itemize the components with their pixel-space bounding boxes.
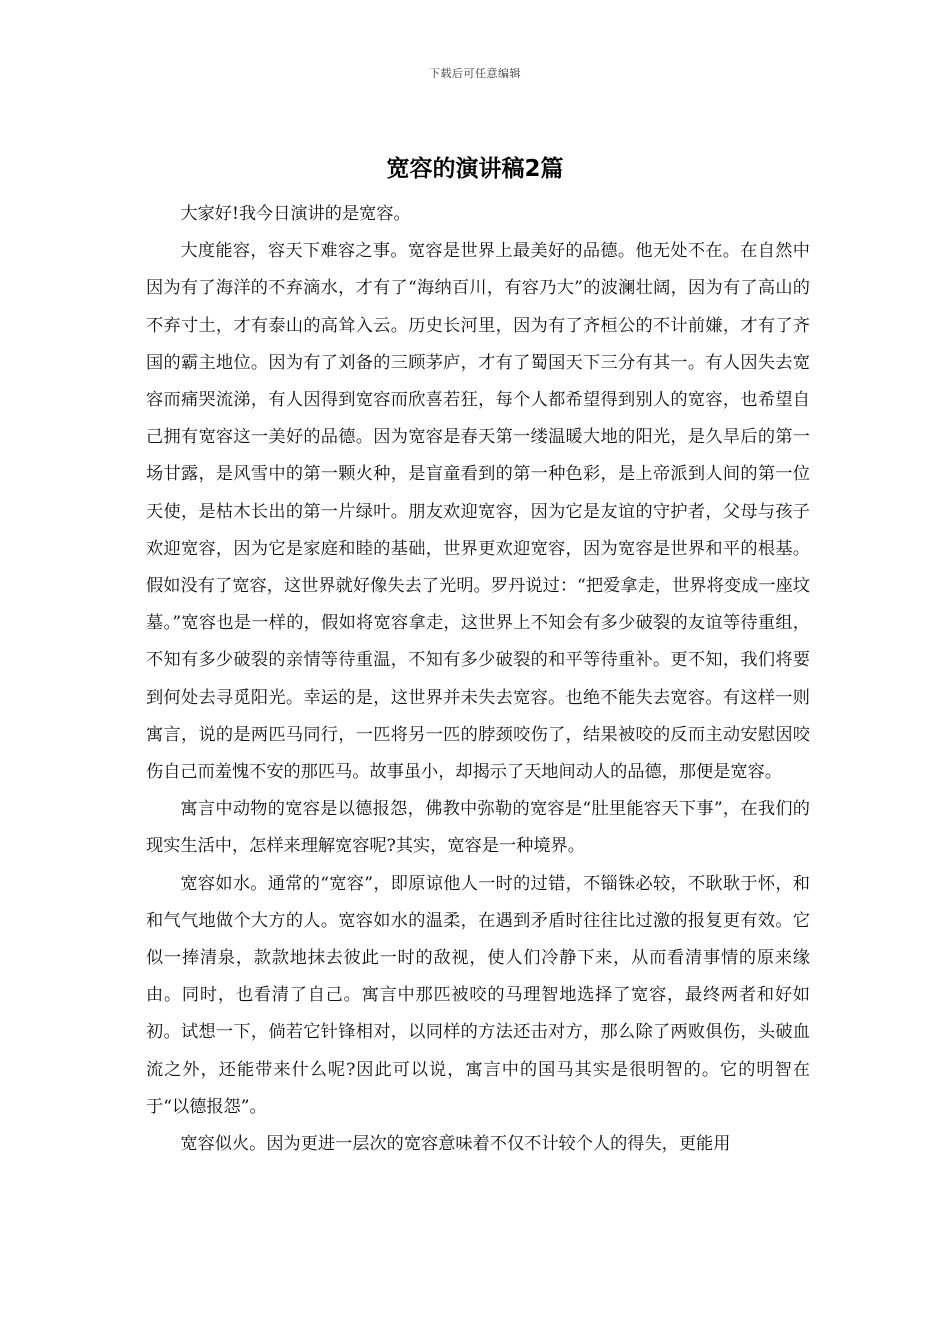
- paragraph-tolerance-like-fire: 宽容似火。因为更进一层次的宽容意味着不仅不计较个人的得失，更能用: [180, 1134, 731, 1155]
- header-note: 下载后可任意编辑: [429, 67, 521, 80]
- paragraph-understanding-tolerance: 寓言中动物的宽容是以德报怨，佛教中弥勒的宽容是“肚里能容天下事”，在我们的现实生活中，怎样来理解宽容呢?其实，宽容是一种境界。: [146, 799, 810, 857]
- paragraph-tolerance-virtue: 大度能容，容天下难容之事。宽容是世界上最美好的品德。他无处不在。在自然中因为有了海洋的不弃滴水，才有了“海纳百川，有容乃大”的波澜壮阔，因为有了高山的不弃寸土，才有泰山的高耸入云。历史长河里，因为有了齐桓公的不计前嫌，才有了齐国的霸主地位。因为有了刘备的三顾茅庐，才有了蜀国天下三分有其一。有人因失去宽容而痛哭流涕，有人因得到宽容而欣喜若狂，每个人都希望得到别人的宽容，也希望自己拥有宽容这一美好的品德。因为宽容是春天第一缕温暖大地的阳光，是久旱后的第一场甘露，是风雪中的第一颗火种，是盲童看到的第一种色彩，是上帝派到人间的第一位天使，是枯木长出的第一片绿叶。朋友欢迎宽容，因为它是友谊的守护者，父母与孩子欢迎宽容，因为它是家庭和睦的基础，世界更欢迎宽容，因为宽容是世界和平的根基。假如没有了宽容，这世界就好像失去了光明。罗丹说过：“把爱拿走，世界将变成一座坟墓。”宽容也是一样的，假如将宽容拿走，这世界上不知会有多少破裂的友谊等待重组，不知有多少破裂的亲情等待重温，不知有多少破裂的和平等待重补。更不知，我们将要到何处去寻觅阳光。幸运的是，这世界并未失去宽容。也绝不能失去宽容。有这样一则寓言，说的是两匹马同行，一匹将另一匹的脖颈咬伤了，结果被咬的反而主动安慰因咬伤自己而羞愧不安的那匹马。故事虽小，却揭示了天地间动人的品德，那便是宽容。: [146, 241, 810, 783]
- document-title: 宽容的演讲稿2篇: [386, 156, 564, 182]
- paragraph-tolerance-like-water: 宽容如水。通常的“宽容”，即原谅他人一时的过错，不锱铢必较，不耿耿于怀，和和气气地做个大方的人。宽容如水的温柔，在遇到矛盾时往往比过激的报复更有效。它似一捧清泉，款款地抹去彼此一时的敌视，使人们冷静下来，从而看清事情的原来缘由。同时，也看清了自己。寓言中那匹被咬的马理智地选择了宽容，最终两者和好如初。试想一下，倘若它针锋相对，以同样的方法还击对方，那么除了两败俱伤，头破血流之外，还能带来什么呢?因此可以说，寓言中的国马其实是很明智的。它的明智在于“以德报怨”。: [146, 873, 810, 1117]
- document-body: [146, 196, 810, 1163]
- paragraph-greeting: 大家好!我今日演讲的是宽容。: [180, 204, 411, 224]
